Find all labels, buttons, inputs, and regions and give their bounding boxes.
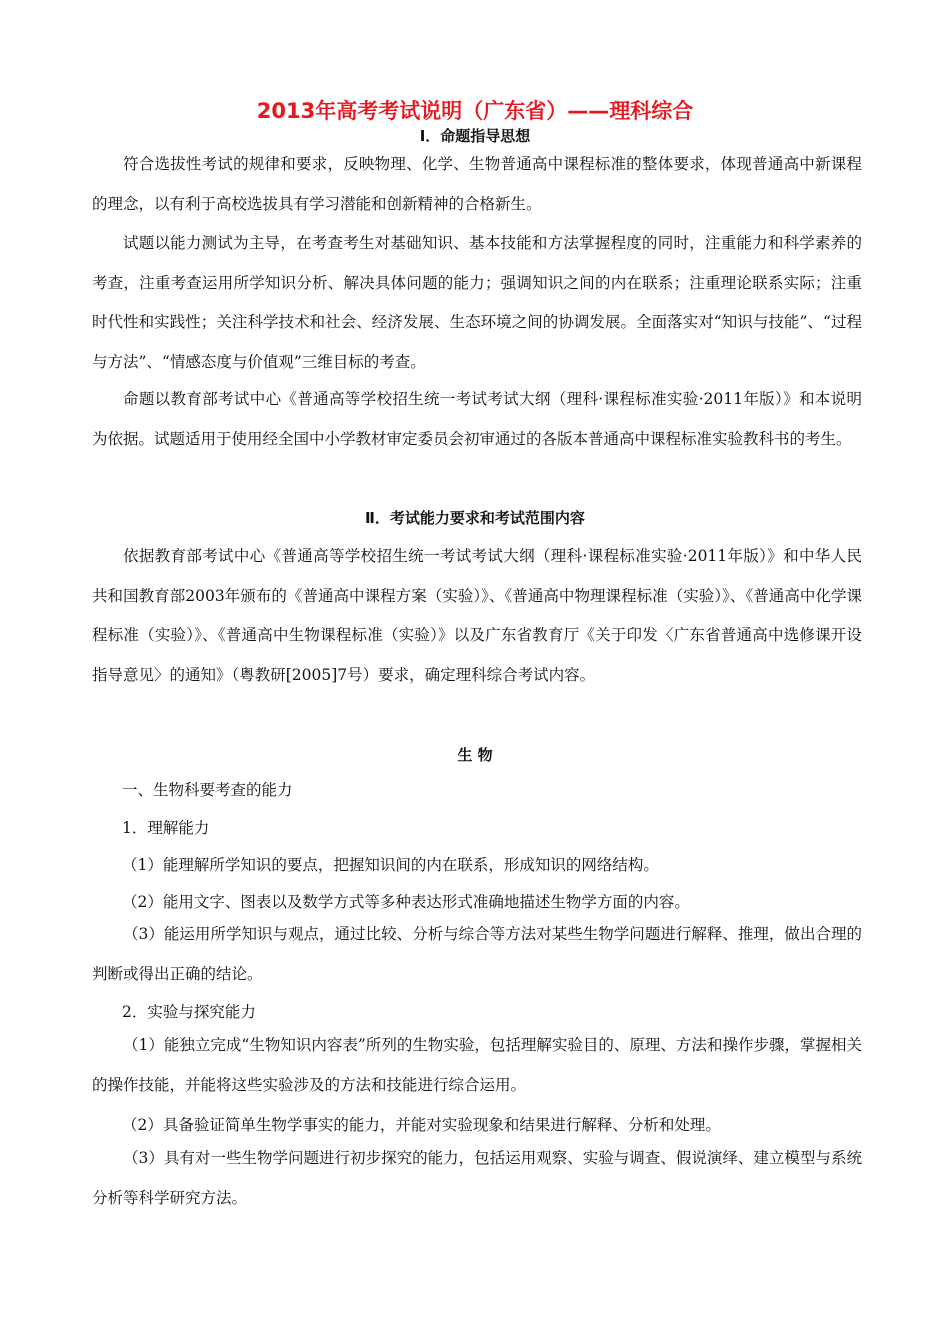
section-1-paragraph-1: 符合选拔性考试的规律和要求，反映物理、化学、生物普通高中课程标准的整体要求，体现普通高中新课程的理念，以有利于高校选拔具有学习潜能和创新精神的合格新生。 [92,155,862,213]
section-1-paragraph-2: 试题以能力测试为主导，在考查考生对基础知识、基本技能和方法掌握程度的同时，注重能力和科学素养的考查，注重考查运用所学知识分析、解决具体问题的能力；强调知识之间的内在联系；注重理论联系实际；注重时代性和实践性；关注科学技术和社会、经济发展、生态环境之间的协调发展。全面落实对“知识与技能”、“过程与方法”、“情感态度与价值观”三维目标的考查。 [92,234,862,371]
document-title: 2013年高考考试说明（广东省）——理科综合 [256,99,694,123]
item-1-point-1: （1）能理解所学知识的要点，把握知识间的内在联系，形成知识的网络结构。 [122,856,659,874]
item-2-point-2: （2）具备验证简单生物学事实的能力，并能对实验现象和结果进行解释、分析和处理。 [122,1116,721,1134]
biology-subheading: 一、生物科要考查的能力 [122,781,293,799]
item-1-point-3: （3）能运用所学知识与观点，通过比较、分析与综合等方法对某些生物学问题进行解释、推理，做出合理的判断或得出正确的结论。 [92,925,862,983]
item-1-point-2: （2）能用文字、图表以及数学方式等多种表达形式准确地描述生物学方面的内容。 [122,893,690,911]
item-2-point-3: （3）具有对一些生物学问题进行初步探究的能力，包括运用观察、实验与调查、假说演绎、建立模型与系统分析等科学研究方法。 [92,1149,862,1207]
item-2-label: 2．实验与探究能力 [122,1003,256,1021]
section-1-heading: Ⅰ．命题指导思想 [419,127,531,145]
item-1-label: 1．理解能力 [122,819,210,837]
section-2-paragraph-1: 依据教育部考试中心《普通高等学校招生统一考试考试大纲（理科·课程标准实验·2011年版）》和中华人民共和国教育部2003年颁布的《普通高中课程方案（实验）》、《普通高中物理课程标准（实验）》、《普通高中化学课程标准（实验）》、《普通高中生物课程标准（实验）》以及广东省教育厅《关于印发〈广东省普通高中选修课开设指导意见〉的通知》（粤教研[2005]7号）要求，确定理科综合考试内容。 [92,547,862,684]
section-1-paragraph-3: 命题以教育部考试中心《普通高等学校招生统一考试考试大纲（理科·课程标准实验·2011年版）》和本说明为依据。试题适用于使用经全国中小学教材审定委员会初审通过的各版本普通高中课程标准实验教科书的考生。 [92,390,862,448]
biology-heading: 生 物 [457,746,493,764]
section-2-heading: Ⅱ．考试能力要求和考试范围内容 [365,509,585,527]
item-2-point-1: （1）能独立完成“生物知识内容表”所列的生物实验，包括理解实验目的、原理、方法和操作步骤，掌握相关的操作技能，并能将这些实验涉及的方法和技能进行综合运用。 [92,1036,862,1094]
